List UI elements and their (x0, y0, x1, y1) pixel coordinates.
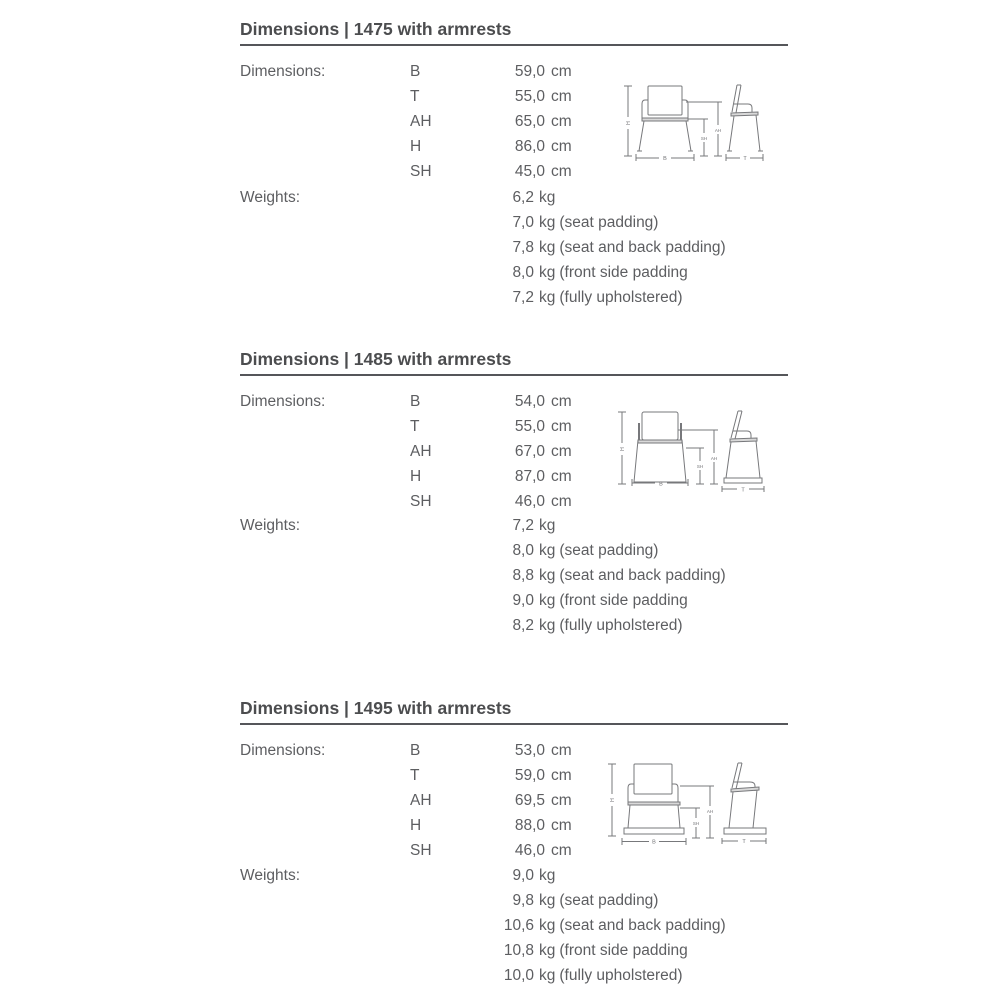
dimension-code: AH (410, 113, 432, 130)
weight-unit: kg (539, 189, 556, 206)
dimension-code: T (410, 88, 420, 105)
dimension-code: H (410, 138, 422, 155)
weight-note: (seat and back padding) (559, 239, 726, 256)
dimension-row (410, 767, 572, 785)
weight-value: 10,6 (503, 917, 534, 934)
dimension-unit: cm (551, 493, 572, 510)
weight-row (410, 867, 559, 885)
weight-value: 7,2 (512, 289, 534, 306)
diagram-label-ah: AH (714, 128, 722, 133)
dimension-code: SH (410, 163, 432, 180)
weight-note: (seat and back padding) (559, 567, 726, 584)
weight-row (410, 942, 688, 960)
dimensions-label: Dimensions: (240, 393, 326, 410)
dimension-value: 55,0 (514, 418, 545, 435)
weight-row (410, 617, 683, 635)
weight-row (410, 517, 559, 535)
dimension-row (410, 88, 572, 106)
dimension-value: 69,5 (514, 792, 545, 809)
weight-value: 8,0 (512, 264, 534, 281)
dimension-unit: cm (551, 63, 572, 80)
dimensions-label: Dimensions: (240, 63, 326, 80)
dimension-row (410, 842, 572, 860)
diagram-label-h: H (620, 447, 626, 451)
weight-unit: kg (539, 942, 556, 959)
dimension-code: AH (410, 792, 432, 809)
dimension-unit: cm (551, 468, 572, 485)
diagram-label-sh: SH (692, 821, 700, 826)
dimension-value: 53,0 (514, 742, 545, 759)
section-title: Dimensions | 1475 with armrests (240, 19, 512, 39)
weight-unit: kg (539, 542, 556, 559)
weight-value: 8,8 (512, 567, 534, 584)
weight-note: (seat padding) (559, 542, 659, 559)
dimension-row (410, 393, 572, 411)
chair-1475-dimension-diagram (618, 82, 763, 164)
weight-value: 7,2 (512, 517, 534, 534)
weight-note: (front side padding (559, 592, 688, 609)
dimension-row (410, 63, 572, 81)
weight-value: 10,8 (503, 942, 534, 959)
weight-unit: kg (539, 214, 556, 231)
weight-row (410, 264, 688, 282)
dimension-value: 87,0 (514, 468, 545, 485)
weight-value: 7,8 (512, 239, 534, 256)
dimension-value: 46,0 (514, 493, 545, 510)
dimension-code: SH (410, 493, 432, 510)
dimension-row (410, 468, 572, 486)
chair-1495-dimension-diagram (602, 758, 767, 848)
weight-value: 9,0 (512, 592, 534, 609)
dimension-value: 59,0 (514, 63, 545, 80)
diagram-label-ah: AH (706, 809, 714, 814)
weight-row (410, 967, 683, 985)
diagram-label-sh: SH (700, 136, 708, 141)
title-rule (240, 44, 788, 46)
weight-unit: kg (539, 517, 556, 534)
dimension-row (410, 138, 572, 156)
dimension-value: 55,0 (514, 88, 545, 105)
weight-row (410, 289, 683, 307)
weight-unit: kg (539, 592, 556, 609)
weight-note: (seat and back padding) (559, 917, 726, 934)
weight-value: 8,0 (512, 542, 534, 559)
weight-row (410, 189, 559, 207)
weight-value: 6,2 (512, 189, 534, 206)
title-rule (240, 374, 788, 376)
weight-value: 9,0 (512, 867, 534, 884)
dimension-code: T (410, 767, 420, 784)
weight-value: 9,8 (512, 892, 534, 909)
weight-row (410, 214, 658, 232)
dimension-code: B (410, 742, 421, 759)
dimension-code: B (410, 63, 421, 80)
dimensions-label: Dimensions: (240, 742, 326, 759)
weight-row (410, 567, 726, 585)
weight-unit: kg (539, 917, 556, 934)
diagram-label-t: T (742, 839, 746, 845)
weight-value: 7,0 (512, 214, 534, 231)
diagram-label-h: H (626, 121, 632, 125)
weight-row (410, 239, 726, 257)
dimension-code: H (410, 817, 422, 834)
weight-unit: kg (539, 289, 556, 306)
weight-note: (front side padding (559, 264, 688, 281)
dimension-value: 54,0 (514, 393, 545, 410)
diagram-label-b: B (659, 481, 663, 488)
weight-unit: kg (539, 567, 556, 584)
dimension-unit: cm (551, 742, 572, 759)
weight-note: (seat padding) (559, 214, 659, 231)
dimension-unit: cm (551, 88, 572, 105)
dimension-value: 88,0 (514, 817, 545, 834)
diagram-label-t: T (743, 156, 747, 162)
section-title: Dimensions | 1495 with armrests (240, 698, 512, 718)
dimension-unit: cm (551, 817, 572, 834)
weight-unit: kg (539, 239, 556, 256)
weight-unit: kg (539, 867, 556, 884)
dimension-code: T (410, 418, 420, 435)
weights-label: Weights: (240, 867, 301, 884)
weights-label: Weights: (240, 517, 301, 534)
dimension-row (410, 163, 572, 181)
diagram-label-b: B (663, 156, 667, 162)
dimension-row (410, 113, 572, 131)
weight-row (410, 917, 726, 935)
dimension-code: AH (410, 443, 432, 460)
dimension-value: 86,0 (514, 138, 545, 155)
dimension-unit: cm (551, 767, 572, 784)
weight-note: (fully upholstered) (559, 967, 683, 984)
dimension-unit: cm (551, 418, 572, 435)
weight-unit: kg (539, 967, 556, 984)
dimension-unit: cm (551, 113, 572, 130)
dimension-unit: cm (551, 842, 572, 859)
dimension-value: 45,0 (514, 163, 545, 180)
diagram-label-ah: AH (710, 456, 718, 461)
weight-unit: kg (539, 264, 556, 281)
weight-unit: kg (539, 892, 556, 909)
dimension-value: 46,0 (514, 842, 545, 859)
weight-row (410, 542, 658, 560)
dimension-row (410, 443, 572, 461)
dimension-unit: cm (551, 138, 572, 155)
dimension-unit: cm (551, 163, 572, 180)
dimension-row (410, 742, 572, 760)
diagram-label-sh: SH (696, 464, 704, 469)
chair-1485-dimension-diagram (612, 408, 767, 493)
weight-note: (fully upholstered) (559, 617, 683, 634)
diagram-label-b: B (652, 839, 656, 846)
weight-row (410, 892, 658, 910)
dimension-value: 67,0 (514, 443, 545, 460)
title-rule (240, 723, 788, 725)
weight-note: (seat padding) (559, 892, 659, 909)
weight-value: 10,0 (503, 967, 534, 984)
weight-note: (fully upholstered) (559, 289, 683, 306)
dimension-row (410, 493, 572, 511)
weight-note: (front side padding (559, 942, 688, 959)
dimension-code: SH (410, 842, 432, 859)
dimension-code: B (410, 393, 421, 410)
diagram-label-h: H (610, 798, 616, 802)
dimension-row (410, 817, 572, 835)
weight-value: 8,2 (512, 617, 534, 634)
weights-label: Weights: (240, 189, 301, 206)
dimension-row (410, 792, 572, 810)
dimension-row (410, 418, 572, 436)
weight-unit: kg (539, 617, 556, 634)
section-title: Dimensions | 1485 with armrests (240, 349, 512, 369)
dimension-value: 59,0 (514, 767, 545, 784)
dimension-value: 65,0 (514, 113, 545, 130)
diagram-label-t: T (741, 487, 745, 494)
weight-row (410, 592, 688, 610)
dimension-unit: cm (551, 792, 572, 809)
dimension-code: H (410, 468, 422, 485)
dimension-unit: cm (551, 443, 572, 460)
dimension-unit: cm (551, 393, 572, 410)
